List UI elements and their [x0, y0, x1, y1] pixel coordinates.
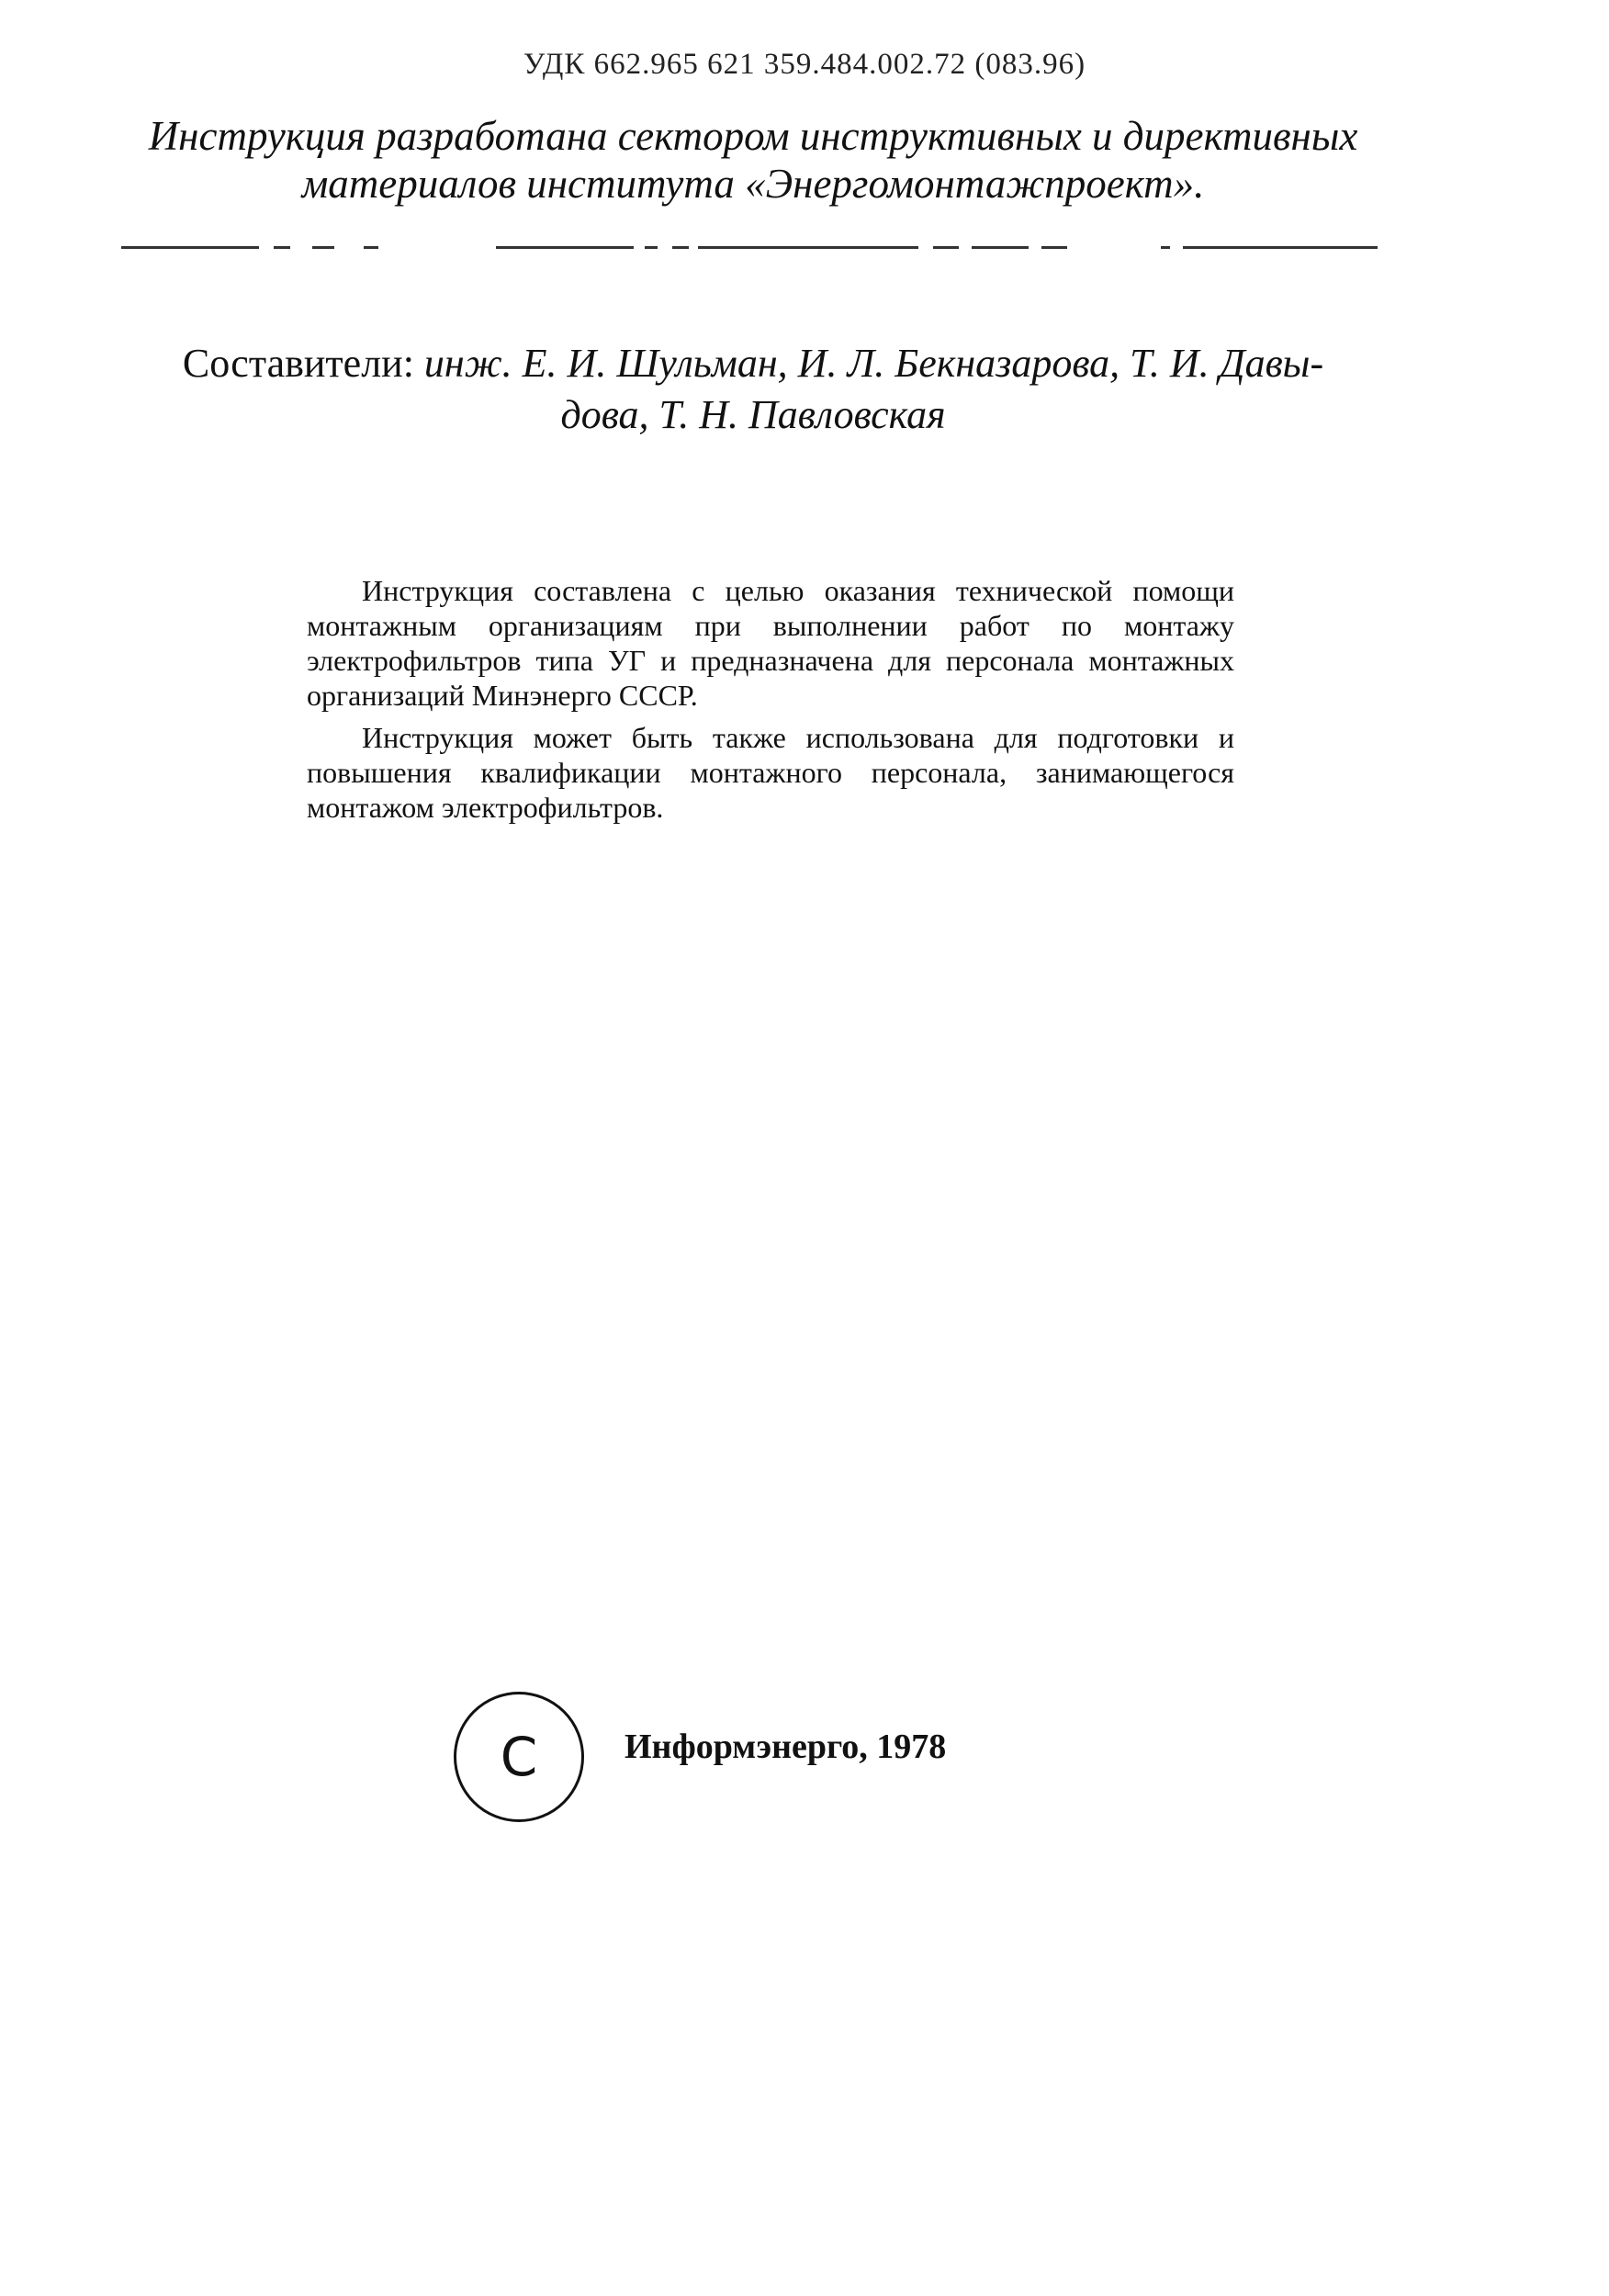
- developed-by-line-2: материалов института «Энергомонтажпроект».: [301, 161, 1205, 207]
- developed-by-line-1: Инструкция разработана сектором инструктивных и директивных: [148, 113, 1358, 159]
- separator-dash-4: [364, 246, 378, 249]
- separator-dash-12: [1161, 246, 1170, 249]
- publisher-imprint: Информэнерго, 1978: [624, 1728, 947, 1766]
- authors-names-line-2: дова, Т. Н. Павловская: [560, 392, 946, 437]
- abstract-paragraph-1: Инструкция составлена с целью оказания технической помощи монтажным организациям при выполнении работ по монтажу электрофильтров типа УГ и предназначена для персонала монтажных организаций Минэнерго СССР.: [307, 574, 1234, 712]
- separator-dash-6: [645, 246, 658, 249]
- developed-by-note: [110, 112, 1396, 208]
- authors-lead: Составители:: [182, 341, 424, 386]
- udk-code: УДК 662.965 621 359.484.002.72 (083.96): [523, 48, 1086, 81]
- authors-block: [110, 338, 1396, 441]
- separator-dash-11: [1041, 246, 1067, 249]
- separator-dash-10: [972, 246, 1029, 249]
- separator-dash-9: [933, 246, 959, 249]
- separator-dash-7: [672, 246, 689, 249]
- separator-dash-13: [1183, 246, 1378, 249]
- abstract-text: [307, 573, 1234, 832]
- copyright-symbol: C: [500, 1726, 538, 1788]
- separator-dash-8: [698, 246, 918, 249]
- separator-dash-3: [312, 246, 334, 249]
- authors-names-line-1: инж. Е. И. Шульман, И. Л. Бекназарова, Т. И. Давы-: [423, 341, 1324, 386]
- separator-dash-1: [121, 246, 259, 249]
- abstract-paragraph-2: Инструкция может быть также использована для подготовки и повышения квалификации монтажного персонала, занимающегося монтажом электрофильтров.: [307, 721, 1234, 824]
- separator-dash-2: [274, 246, 290, 249]
- copyright-circle-icon: [454, 1692, 584, 1822]
- authors-line-1: [110, 338, 1396, 389]
- separator-dash-5: [496, 246, 634, 249]
